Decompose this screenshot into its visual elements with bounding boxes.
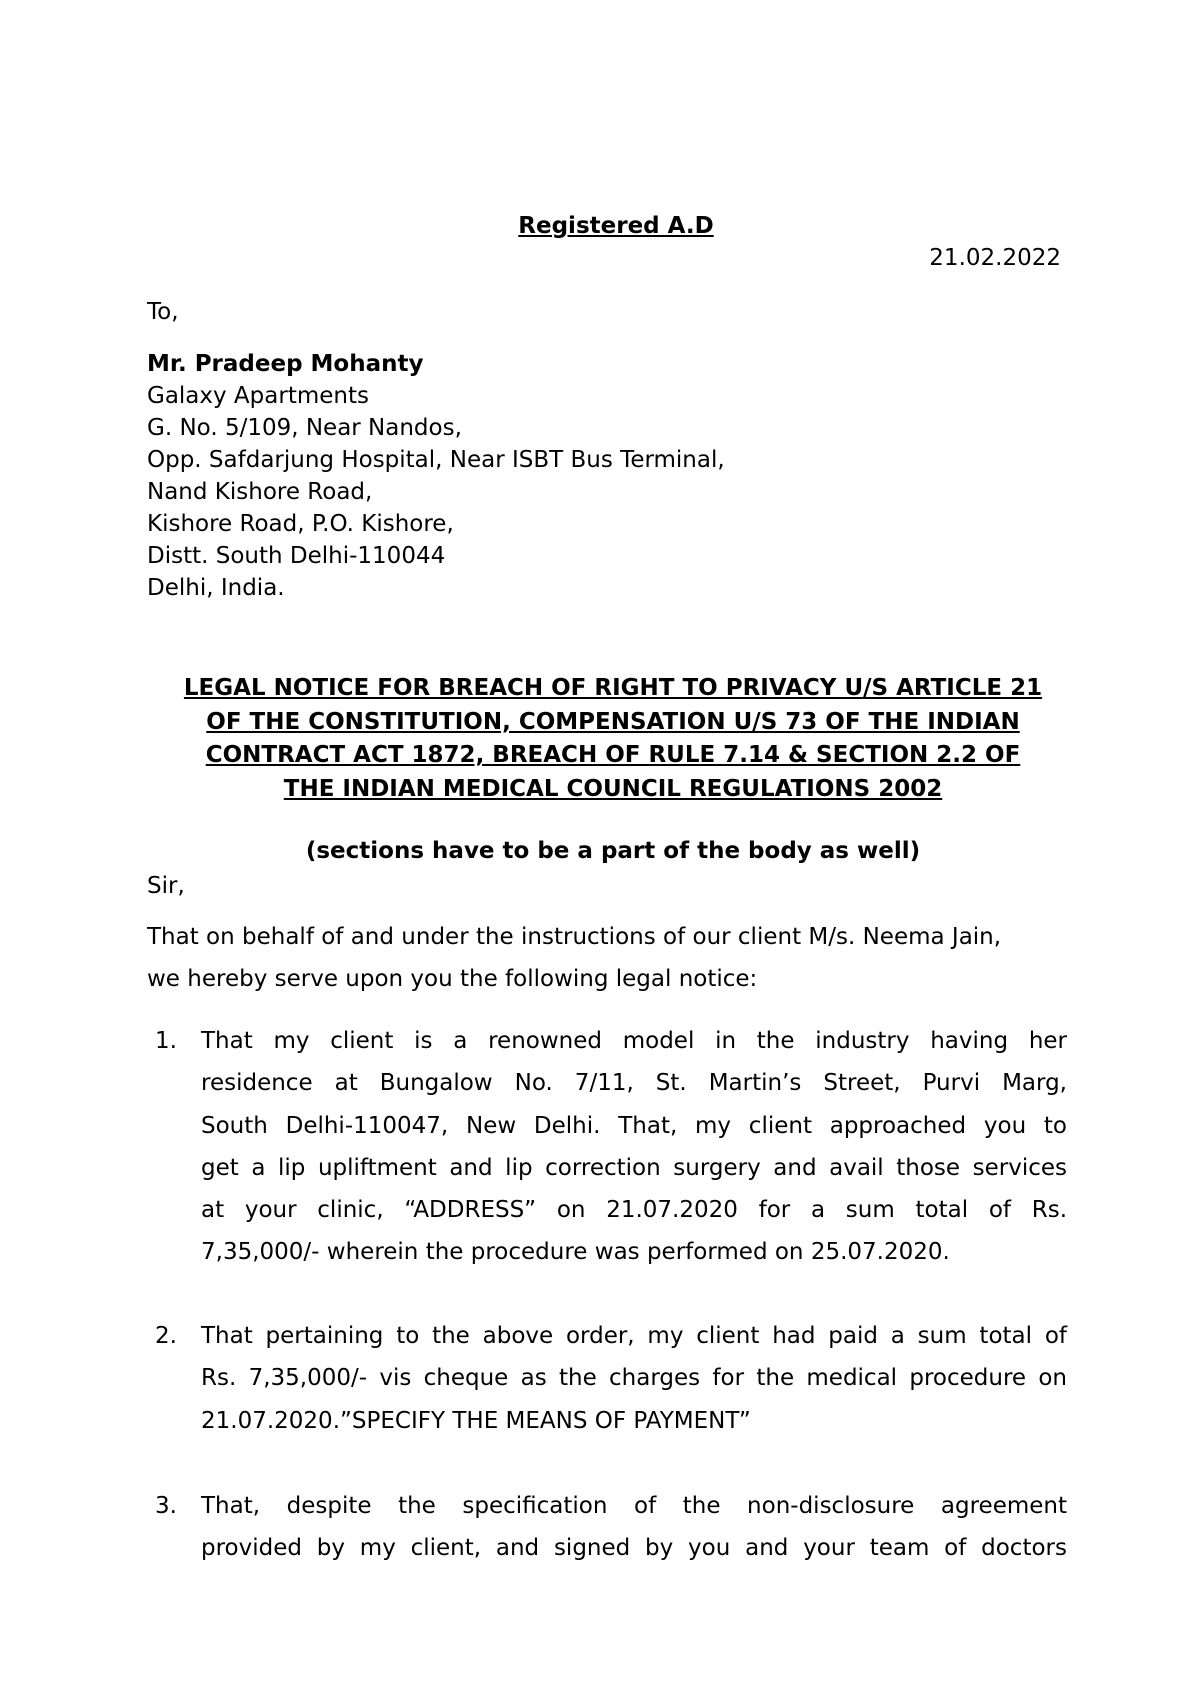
list-item-text — [201, 1315, 1067, 1442]
list-item-line: Rs. 7,35,000/- vis cheque as the charges for the medical procedure on — [201, 1365, 1067, 1392]
list-item-text — [201, 1485, 1067, 1570]
notice-subject — [140, 672, 1086, 806]
list-item-line: That my client is a renowned model in the industry having her — [201, 1028, 1067, 1054]
notice-subject-line: OF THE CONSTITUTION, COMPENSATION U/S 73 OF THE INDIAN — [206, 708, 1020, 735]
recipient-address-line: Galaxy Apartments — [147, 383, 369, 409]
notice-subject-line: CONTRACT ACT 1872, BREACH OF RULE 7.14 & SECTION 2.2 OF — [205, 742, 1021, 768]
notice-subject-line: LEGAL NOTICE FOR BREACH OF RIGHT TO PRIVACY U/S ARTICLE 21 — [183, 675, 1043, 701]
recipient-address-line: Kishore Road, P.O. Kishore, — [147, 511, 454, 537]
notice-subject-line: THE INDIAN MEDICAL COUNCIL REGULATIONS 2002 — [283, 775, 943, 802]
document-date: 21.02.2022 — [929, 245, 1061, 271]
document-heading: Registered A.D — [518, 213, 714, 239]
greeting: Sir, — [147, 873, 185, 899]
list-item-line: get a lip upliftment and lip correction surgery and avail those services — [201, 1154, 1067, 1181]
list-item-line: 7,35,000/- wherein the procedure was performed on 25.07.2020. — [201, 1239, 950, 1266]
list-item-number: 2. — [155, 1323, 177, 1349]
intro-line: That on behalf of and under the instructions of our client M/s. Neema Jain, — [147, 924, 1002, 950]
list-item-text — [201, 1020, 1067, 1274]
intro-line: we hereby serve upon you the following legal notice: — [147, 966, 758, 993]
list-item-line: That pertaining to the above order, my client had paid a sum total of — [201, 1323, 1067, 1349]
list-item-line: residence at Bungalow No. 7/11, St. Martin’s Street, Purvi Marg, — [201, 1070, 1067, 1097]
recipient-address-line: Nand Kishore Road, — [147, 479, 373, 505]
list-item-line: at your clinic, “ADDRESS” on 21.07.2020 for a sum total of Rs. — [201, 1197, 1067, 1224]
list-item-line: 21.07.2020.”SPECIFY THE MEANS OF PAYMENT” — [201, 1407, 751, 1434]
list-item-line: That, despite the specification of the non-disclosure agreement — [201, 1493, 1067, 1519]
list-item-line: South Delhi-110047, New Delhi. That, my client approached you to — [201, 1112, 1067, 1139]
recipient-address-line: G. No. 5/109, Near Nandos, — [147, 415, 462, 441]
recipient-address-line: Delhi, India. — [147, 575, 285, 601]
recipient-address-line: Distt. South Delhi-110044 — [147, 543, 446, 569]
intro-paragraph — [147, 916, 1067, 1001]
list-item-line: provided by my client, and signed by you and your team of doctors — [201, 1535, 1067, 1562]
recipient-to-label: To, — [147, 299, 179, 325]
list-item-number: 1. — [155, 1028, 177, 1054]
recipient-name: Mr. Pradeep Mohanty — [147, 351, 424, 377]
list-item-number: 3. — [155, 1493, 177, 1519]
recipient-address-line: Opp. Safdarjung Hospital, Near ISBT Bus Terminal, — [147, 447, 725, 473]
sections-note: (sections have to be a part of the body as well) — [305, 838, 921, 864]
